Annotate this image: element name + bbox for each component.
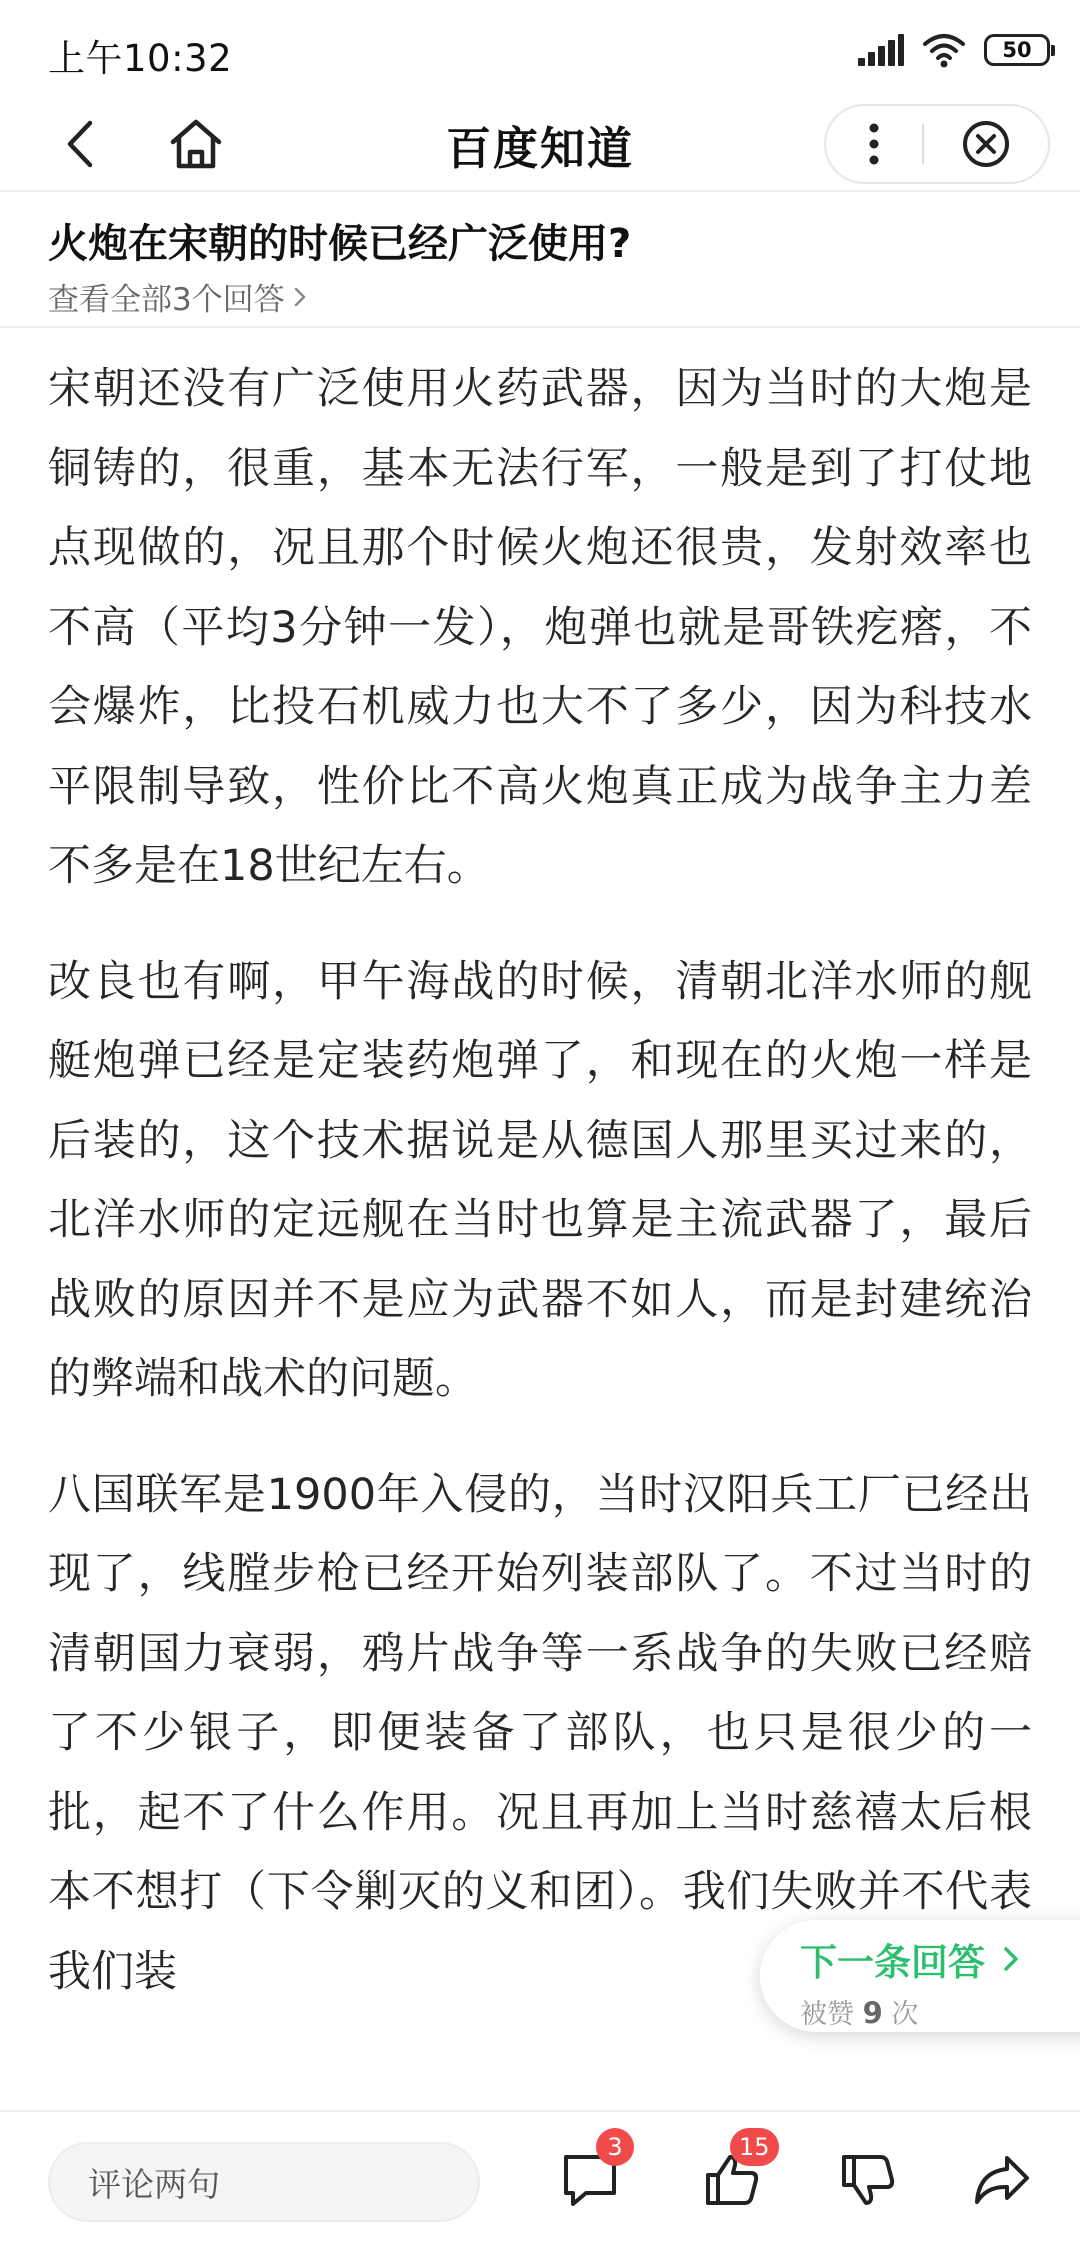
page-title: 百度知道 xyxy=(445,122,634,175)
comment-button[interactable] xyxy=(550,2133,630,2220)
chevron-right-icon xyxy=(1003,1945,1019,1973)
like-button[interactable] xyxy=(692,2133,772,2220)
next-answer-label xyxy=(800,1932,1080,1986)
question-title: 火炮在宋朝的时候已经广泛使用? xyxy=(48,221,632,267)
mini-program-capsule xyxy=(824,104,1050,184)
bottom-action-bar xyxy=(0,2110,1080,2248)
likes-suffix: 次 xyxy=(891,1999,919,2030)
thumbs-down-icon xyxy=(838,2151,898,2209)
status-time: 上午10:32 xyxy=(48,37,233,80)
share-button[interactable] xyxy=(962,2140,1042,2220)
next-answer-text: 下一条回答 xyxy=(800,1941,985,1984)
close-icon xyxy=(961,119,1011,169)
nav-bar xyxy=(0,100,1080,190)
comment-input[interactable]: 评论两句 xyxy=(48,2142,480,2222)
dislike-button[interactable] xyxy=(828,2140,908,2220)
status-bar xyxy=(0,0,1080,100)
next-answer-button[interactable] xyxy=(760,1920,1080,2032)
more-icon xyxy=(868,122,880,166)
battery-level: 50 xyxy=(1002,38,1032,62)
likes-count: 9 xyxy=(862,1996,883,2030)
answer-paragraph: 改良也有啊，甲午海战的时候，清朝北洋水师的舰艇炮弹已经是定装药炮弹了，和现在的火炮一样是后装的，这个技术据说是从德国人那里买过来的，北洋水师的定远舰在当时也算是主流武器了，最后战败的原因并不是应为武器不如人，而是封建统治的弊端和战术的问题。 xyxy=(48,956,1032,1404)
question-divider xyxy=(0,326,1080,328)
like-count-badge: 15 xyxy=(730,2128,779,2166)
likes-prefix: 被赞 xyxy=(800,1999,854,2030)
battery-icon xyxy=(984,34,1050,66)
share-icon xyxy=(971,2152,1033,2208)
nav-divider xyxy=(0,190,1080,192)
more-button[interactable] xyxy=(826,106,922,182)
next-answer-likes xyxy=(800,1992,1080,2031)
wifi-icon xyxy=(922,32,966,68)
chevron-right-icon xyxy=(293,285,307,309)
view-all-label: 查看全部3个回答 xyxy=(48,282,285,318)
comment-count-badge: 3 xyxy=(596,2128,634,2166)
signal-icon xyxy=(858,34,904,66)
answer-paragraph: 八国联军是1900年入侵的，当时汉阳兵工厂已经出现了，线膛步枪已经开始列装部队了。不过当时的清朝国力衰弱，鸦片战争等一系战争的失败已经赔了不少银子，即便装备了部队，也只是很少的一批，起不了什么作用。况且再加上当时慈禧太后根本不想打（下令剿灭的义和团）。我们失败并不代表我们装 xyxy=(48,1469,1032,1997)
answer-content xyxy=(48,350,1032,2048)
view-all-answers-link[interactable] xyxy=(48,274,307,319)
answer-paragraph: 宋朝还没有广泛使用火药武器，因为当时的大炮是铜铸的，很重，基本无法行军，一般是到了打仗地点现做的，况且那个时候火炮还很贵，发射效率也不高（平均3分钟一发），炮弹也就是哥铁疙瘩，不会爆炸，比投石机威力也大不了多少，因为科技水平限制导致，性价比不高火炮真正成为战争主力差不多是在18世纪左右。 xyxy=(48,364,1032,891)
close-button[interactable] xyxy=(924,106,1048,182)
status-icons xyxy=(858,30,1050,70)
